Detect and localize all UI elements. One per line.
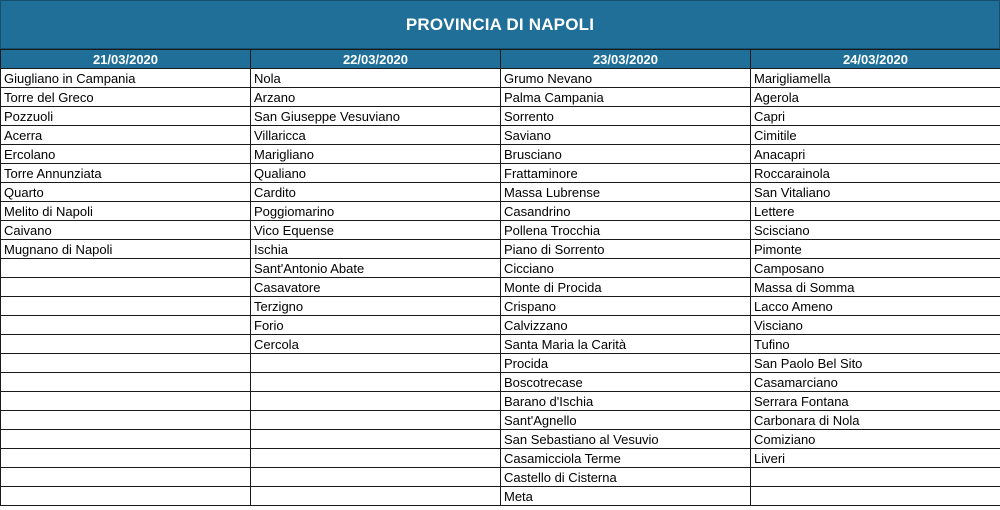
table-cell: Massa di Somma [751, 278, 1000, 297]
table-row [1, 145, 1000, 164]
table-cell: Meta [501, 487, 751, 506]
table-cell [1, 392, 251, 411]
table-cell: Casandrino [501, 202, 751, 221]
table-row [1, 107, 1000, 126]
table-cell: Marigliano [251, 145, 501, 164]
table-cell [251, 373, 501, 392]
table-row [1, 202, 1000, 221]
table-cell: Brusciano [501, 145, 751, 164]
table-row [1, 69, 1000, 88]
table-cell: Anacapri [751, 145, 1000, 164]
table-cell [1, 487, 251, 506]
table-row [1, 297, 1000, 316]
table-cell: Terzigno [251, 297, 501, 316]
table-cell: Lettere [751, 202, 1000, 221]
table-cell: Agerola [751, 88, 1000, 107]
table-row [1, 240, 1000, 259]
table-cell: Pimonte [751, 240, 1000, 259]
table-cell [1, 297, 251, 316]
table-cell: Capri [751, 107, 1000, 126]
table-cell: Saviano [501, 126, 751, 145]
table-cell: Marigliamella [751, 69, 1000, 88]
table-cell: San Sebastiano al Vesuvio [501, 430, 751, 449]
table-cell: Cercola [251, 335, 501, 354]
table-cell: Cimitile [751, 126, 1000, 145]
table-row [1, 449, 1000, 468]
table-cell: Nola [251, 69, 501, 88]
table-cell: San Giuseppe Vesuviano [251, 107, 501, 126]
table-cell: Ercolano [1, 145, 251, 164]
column-header-date: 23/03/2020 [501, 50, 751, 69]
table-cell: Boscotrecase [501, 373, 751, 392]
table-row [1, 88, 1000, 107]
table-cell [1, 430, 251, 449]
table-cell [1, 335, 251, 354]
table-row [1, 335, 1000, 354]
table-cell [251, 354, 501, 373]
table-cell: Massa Lubrense [501, 183, 751, 202]
table-cell: Qualiano [251, 164, 501, 183]
table-cell: Cardito [251, 183, 501, 202]
table-cell [251, 392, 501, 411]
table-cell: Calvizzano [501, 316, 751, 335]
table-row [1, 392, 1000, 411]
table-row [1, 354, 1000, 373]
table-cell: San Paolo Bel Sito [751, 354, 1000, 373]
table-cell: Carbonara di Nola [751, 411, 1000, 430]
table-cell: Grumo Nevano [501, 69, 751, 88]
table-cell: Caivano [1, 221, 251, 240]
table-cell [1, 468, 251, 487]
table-cell: Ischia [251, 240, 501, 259]
table-cell [1, 354, 251, 373]
table-row [1, 487, 1000, 506]
table-cell: Procida [501, 354, 751, 373]
table-cell [751, 487, 1000, 506]
column-header-date: 22/03/2020 [251, 50, 501, 69]
table-cell [251, 411, 501, 430]
table-row [1, 164, 1000, 183]
table-cell [1, 449, 251, 468]
table-row [1, 221, 1000, 240]
table-row [1, 316, 1000, 335]
table-title: PROVINCIA DI NAPOLI [0, 0, 1000, 49]
table-row [1, 430, 1000, 449]
table-row [1, 278, 1000, 297]
table-cell: Santa Maria la Carità [501, 335, 751, 354]
table-cell: Piano di Sorrento [501, 240, 751, 259]
table-row [1, 373, 1000, 392]
table-cell: Sant'Antonio Abate [251, 259, 501, 278]
table-cell: Crispano [501, 297, 751, 316]
table-cell: Melito di Napoli [1, 202, 251, 221]
table-cell: Camposano [751, 259, 1000, 278]
table-row [1, 259, 1000, 278]
table-cell: Casavatore [251, 278, 501, 297]
table-cell: Villaricca [251, 126, 501, 145]
table-cell: Serrara Fontana [751, 392, 1000, 411]
table-cell: Liveri [751, 449, 1000, 468]
table-cell: Vico Equense [251, 221, 501, 240]
table-cell: Torre Annunziata [1, 164, 251, 183]
table-cell: Acerra [1, 126, 251, 145]
table-cell: Casamicciola Terme [501, 449, 751, 468]
table-row [1, 183, 1000, 202]
municipalities-table [0, 49, 1000, 506]
table-cell: Mugnano di Napoli [1, 240, 251, 259]
table-row [1, 468, 1000, 487]
table-cell: Cicciano [501, 259, 751, 278]
table-cell: Torre del Greco [1, 88, 251, 107]
table-cell: Comiziano [751, 430, 1000, 449]
table-cell [1, 373, 251, 392]
table-cell: San Vitaliano [751, 183, 1000, 202]
table-cell: Monte di Procida [501, 278, 751, 297]
table-cell: Casamarciano [751, 373, 1000, 392]
table-cell [1, 259, 251, 278]
table-cell: Forio [251, 316, 501, 335]
table-cell [1, 411, 251, 430]
table-body [1, 69, 1000, 506]
table-cell [751, 468, 1000, 487]
table-row [1, 411, 1000, 430]
table-cell: Scisciano [751, 221, 1000, 240]
table-cell [251, 487, 501, 506]
table-cell [251, 430, 501, 449]
table-cell: Pozzuoli [1, 107, 251, 126]
table-cell: Roccarainola [751, 164, 1000, 183]
table-cell: Palma Campania [501, 88, 751, 107]
table-cell: Arzano [251, 88, 501, 107]
column-header-date: 21/03/2020 [1, 50, 251, 69]
table-cell: Frattaminore [501, 164, 751, 183]
table-cell: Sorrento [501, 107, 751, 126]
table-cell [1, 316, 251, 335]
table-cell: Castello di Cisterna [501, 468, 751, 487]
table-cell: Giugliano in Campania [1, 69, 251, 88]
table-cell: Visciano [751, 316, 1000, 335]
table-cell: Tufino [751, 335, 1000, 354]
table-cell: Quarto [1, 183, 251, 202]
table-cell: Poggiomarino [251, 202, 501, 221]
table-cell [251, 468, 501, 487]
column-header-date: 24/03/2020 [751, 50, 1000, 69]
table-cell: Sant'Agnello [501, 411, 751, 430]
table-cell: Barano d'Ischia [501, 392, 751, 411]
table-cell [251, 449, 501, 468]
table-cell: Lacco Ameno [751, 297, 1000, 316]
table-cell [1, 278, 251, 297]
header-row [1, 50, 1000, 69]
table-cell: Pollena Trocchia [501, 221, 751, 240]
table-row [1, 126, 1000, 145]
